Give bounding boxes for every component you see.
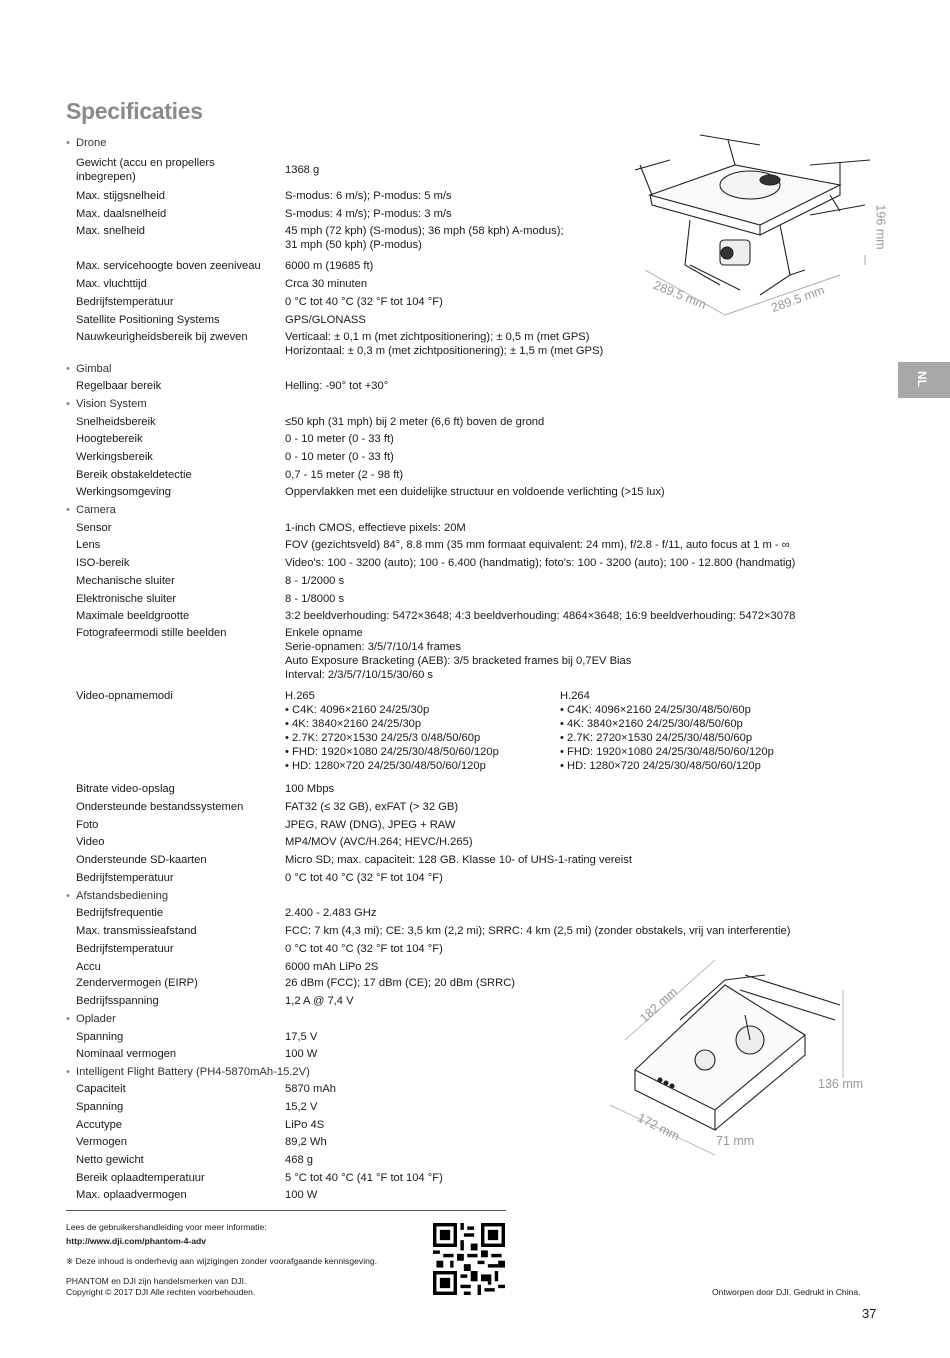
- section-heading: [66, 503, 116, 517]
- spec-value: 100 W: [285, 1048, 318, 1060]
- spec-value: LiPo 4S: [285, 1119, 325, 1131]
- spec-value: 0 °C tot 40 °C (32 °F tot 104 °F): [285, 943, 443, 955]
- remote-controller-illustration: [605, 960, 865, 1160]
- rc-right-dimension: 136 mm: [818, 1077, 864, 1091]
- spec-value: 3:2 beeldverhouding: 5472×3648; 4:3 beeldverhouding: 4864×3648; 16:9 beeldverhouding: 5472×3078: [285, 610, 796, 622]
- spec-value: 0 - 10 meter (0 - 33 ft): [285, 451, 394, 463]
- spec-label: Spanning: [76, 1101, 124, 1113]
- spec-label: Bedrijfstemperatuur: [76, 943, 174, 955]
- spec-value: 8 - 1/2000 s: [285, 575, 345, 587]
- spec-value: 2.400 - 2.483 GHz: [285, 907, 377, 919]
- bullet-icon: •: [66, 504, 70, 516]
- rc-top-dimension: 182 mm: [637, 984, 681, 1026]
- spec-value: S-modus: 6 m/s); P-modus: 5 m/s: [285, 190, 452, 202]
- spec-label: Max. vluchttijd: [76, 278, 147, 290]
- rc-bottom-dimension: 71 mm: [716, 1134, 755, 1148]
- spec-label: Mechanische sluiter: [76, 575, 175, 587]
- bullet-icon: •: [66, 1066, 70, 1078]
- spec-label: Bitrate video-opslag: [76, 783, 175, 795]
- spec-value: Enkele opname Serie-opnamen: 3/5/7/10/14 frames Auto Exposure Bracketing (AEB): 3/5 bracketed frames bij 0,7EV Bias Interval: 2/3/5/7/10/15/30/60 s: [285, 627, 632, 681]
- spec-label: Werkingsbereik: [76, 451, 153, 463]
- spec-value: 89,2 Wh: [285, 1136, 327, 1148]
- section-title: Oplader: [76, 1013, 116, 1025]
- spec-label: Video: [76, 836, 105, 848]
- spec-value: 6000 mAh LiPo 2S: [285, 961, 379, 973]
- bullet-icon: •: [66, 890, 70, 902]
- spec-value: FOV (gezichtsveld) 84°, 8.8 mm (35 mm formaat equivalent: 24 mm), f/2.8 - f/11, auto focus at 1 m - ∞: [285, 539, 790, 551]
- manual-note: Lees de gebruikershandleiding voor meer informatie:: [66, 1222, 267, 1232]
- section-heading: [66, 362, 111, 376]
- bullet-icon: •: [66, 398, 70, 410]
- spec-value: 15,2 V: [285, 1101, 318, 1113]
- trademark-notice: PHANTOM en DJI zijn handelsmerken van DJI.: [66, 1276, 247, 1286]
- rc-bottom-left-dimension: 172 mm: [635, 1110, 682, 1144]
- section-heading: [66, 1012, 116, 1026]
- spec-label: Satellite Positioning Systems: [76, 314, 220, 326]
- section-heading: [66, 1065, 310, 1079]
- spec-value: Micro SD; max. capaciteit: 128 GB. Klasse 10- of UHS-1-rating vereist: [285, 854, 632, 866]
- spec-label: Ondersteunde bestandssystemen: [76, 801, 244, 813]
- section-title: Intelligent Flight Battery (PH4-5870mAh-15.2V): [76, 1066, 310, 1078]
- spec-label: Max. stijgsnelheid: [76, 190, 165, 202]
- spec-value: 0 °C tot 40 °C (32 °F tot 104 °F): [285, 296, 443, 308]
- spec-label: Ondersteunde SD-kaarten: [76, 854, 207, 866]
- bullet-icon: •: [66, 363, 70, 375]
- drone-length-left-dimension: 289.5 mm: [651, 278, 709, 312]
- spec-label: Bereik obstakeldetectie: [76, 469, 192, 481]
- bullet-icon: •: [66, 137, 70, 149]
- spec-label: Zendervermogen (EIRP): [76, 977, 198, 989]
- spec-value: 0,7 - 15 meter (2 - 98 ft): [285, 469, 404, 481]
- section-title: Drone: [76, 137, 107, 149]
- section-heading: [66, 397, 147, 411]
- section-title: Camera: [76, 504, 116, 516]
- section-heading: [66, 889, 168, 903]
- spec-value: Crca 30 minuten: [285, 278, 368, 290]
- spec-label: Capaciteit: [76, 1083, 126, 1095]
- spec-label: Foto: [76, 819, 99, 831]
- spec-label: Max. servicehoogte boven zeeniveau: [76, 260, 261, 272]
- spec-value: 45 mph (72 kph) (S-modus); 36 mph (58 kph) A-modus); 31 mph (50 kph) (P-modus): [285, 225, 564, 251]
- spec-label: ISO-bereik: [76, 557, 130, 569]
- drone-height-dimension: 196 mm: [873, 204, 888, 250]
- spec-label: Hoogtebereik: [76, 433, 143, 445]
- spec-label: Max. snelheid: [76, 225, 146, 237]
- spec-value: Helling: -90° tot +30°: [285, 380, 389, 392]
- spec-value: 5 °C tot 40 °C (41 °F tot 104 °F): [285, 1172, 443, 1184]
- spec-label: Accu: [76, 961, 101, 973]
- spec-label: Max. daalsnelheid: [76, 208, 167, 220]
- spec-label: Maximale beeldgrootte: [76, 610, 190, 622]
- spec-value: GPS/GLONASS: [285, 314, 366, 326]
- spec-label: Nauwkeurigheidsbereik bij zweven: [76, 331, 248, 343]
- footer-divider: [66, 1210, 506, 1211]
- spec-label: Max. oplaadvermogen: [76, 1189, 187, 1201]
- design-note: Ontworpen door DJI. Gedrukt in China.: [712, 1287, 861, 1297]
- bullet-icon: •: [66, 1013, 70, 1025]
- section-title: Vision System: [76, 398, 147, 410]
- section-heading: [66, 136, 106, 150]
- spec-label: Spanning: [76, 1031, 124, 1043]
- spec-label: Bedrijfstemperatuur: [76, 872, 174, 884]
- spec-label: Netto gewicht: [76, 1154, 144, 1166]
- spec-label: Video-opnamemodi: [76, 690, 173, 702]
- spec-value: 1-inch CMOS, effectieve pixels: 20M: [285, 522, 466, 534]
- spec-value: FCC: 7 km (4,3 mi); CE: 3,5 km (2,2 mi); SRRC: 4 km (2,5 mi) (zonder obstakels, vrij van interferentie): [285, 925, 791, 937]
- spec-value: 0 °C tot 40 °C (32 °F tot 104 °F): [285, 872, 443, 884]
- drone-length-right-dimension: 289.5 mm: [769, 282, 827, 316]
- spec-value-secondary: H.264 • C4K: 4096×2160 24/25/30/48/50/60p • 4K: 3840×2160 24/25/30/48/50/60p • 2.7K: 2720×1530 24/25/30/48/50/60p • FHD: 1920×1080 24/25/30/48/50/60/120p • HD: 1280×720 24/25/30/48/50/60/120p: [560, 690, 774, 772]
- spec-label: Max. transmissieafstand: [76, 925, 197, 937]
- spec-value: ≤50 kph (31 mph) bij 2 meter (6,6 ft) boven de grond: [285, 416, 545, 428]
- spec-label: Elektronische sluiter: [76, 593, 177, 605]
- spec-label: Snelheidsbereik: [76, 416, 156, 428]
- spec-label: Lens: [76, 539, 101, 551]
- spec-label: Nominaal vermogen: [76, 1048, 177, 1060]
- spec-value: H.265 • C4K: 4096×2160 24/25/30p • 4K: 3840×2160 24/25/30p • 2.7K: 2720×1530 24/25/3 0/48/50/60p • FHD: 1920×1080 24/25/30/48/50/60/120p • HD: 1280×720 24/25/30/48/50/60/120p: [285, 690, 499, 772]
- spec-value: Oppervlakken met een duidelijke structuur en voldoende verlichting (>15 lux): [285, 486, 665, 498]
- spec-value: 100 Mbps: [285, 783, 335, 795]
- spec-label: Bedrijfstemperatuur: [76, 296, 174, 308]
- spec-label: Bedrijfsfrequentie: [76, 907, 164, 919]
- page-title: Specificaties: [66, 98, 203, 124]
- copyright-notice: Copyright © 2017 DJI Alle rechten voorbehouden.: [66, 1287, 256, 1297]
- spec-label: Fotografeermodi stille beelden: [76, 627, 227, 639]
- spec-label: Bedrijfsspanning: [76, 995, 159, 1007]
- spec-value: 468 g: [285, 1154, 313, 1166]
- spec-value: 1368 g: [285, 164, 320, 176]
- page-number: 37: [862, 1306, 877, 1321]
- spec-value: FAT32 (≤ 32 GB), exFAT (> 32 GB): [285, 801, 459, 813]
- drone-dimension-lines: [640, 255, 870, 325]
- spec-label: Accutype: [76, 1119, 123, 1131]
- spec-label: Werkingsomgeving: [76, 486, 171, 498]
- spec-value: MP4/MOV (AVC/H.264; HEVC/H.265): [285, 836, 473, 848]
- spec-label: Regelbaar bereik: [76, 380, 162, 392]
- spec-value: 1,2 A @ 7,4 V: [285, 995, 354, 1007]
- spec-value: 6000 m (19685 ft): [285, 260, 374, 272]
- spec-value: 26 dBm (FCC); 17 dBm (CE); 20 dBm (SRRC): [285, 977, 516, 989]
- spec-label: Vermogen: [76, 1136, 127, 1148]
- spec-value: 17,5 V: [285, 1031, 318, 1043]
- spec-value: 5870 mAh: [285, 1083, 336, 1095]
- spec-value: S-modus: 4 m/s); P-modus: 3 m/s: [285, 208, 452, 220]
- spec-label: Sensor: [76, 522, 112, 534]
- spec-label: Gewicht (accu en propellers inbegrepen): [76, 157, 215, 183]
- spec-value: Video's: 100 - 3200 (auto); 100 - 6.400 (handmatig); foto's: 100 - 3200 (auto); 100 - 12.800 (handmatig): [285, 557, 796, 569]
- spec-value: JPEG, RAW (DNG), JPEG + RAW: [285, 819, 456, 831]
- spec-value: 0 - 10 meter (0 - 33 ft): [285, 433, 394, 445]
- language-tab: [898, 362, 950, 398]
- spec-value: Verticaal: ± 0,1 m (met zichtpositionering); ± 0,5 m (met GPS) Horizontaal: ± 0,3 m (met zichtpositionering); ± 1,5 m (met GPS): [285, 331, 604, 357]
- qr-code[interactable]: [433, 1223, 505, 1295]
- section-title: Gimbal: [76, 363, 112, 375]
- change-notice: ※ Deze inhoud is onderhevig aan wijzigingen zonder voorafgaande kennisgeving.: [66, 1256, 378, 1266]
- manual-link[interactable]: http://www.dji.com/phantom-4-adv: [66, 1236, 207, 1246]
- section-title: Afstandsbediening: [76, 890, 169, 902]
- spec-value: 100 W: [285, 1189, 318, 1201]
- language-tab-label: NL: [915, 371, 929, 387]
- spec-value: 8 - 1/8000 s: [285, 593, 345, 605]
- spec-label: Bereik oplaadtemperatuur: [76, 1172, 205, 1184]
